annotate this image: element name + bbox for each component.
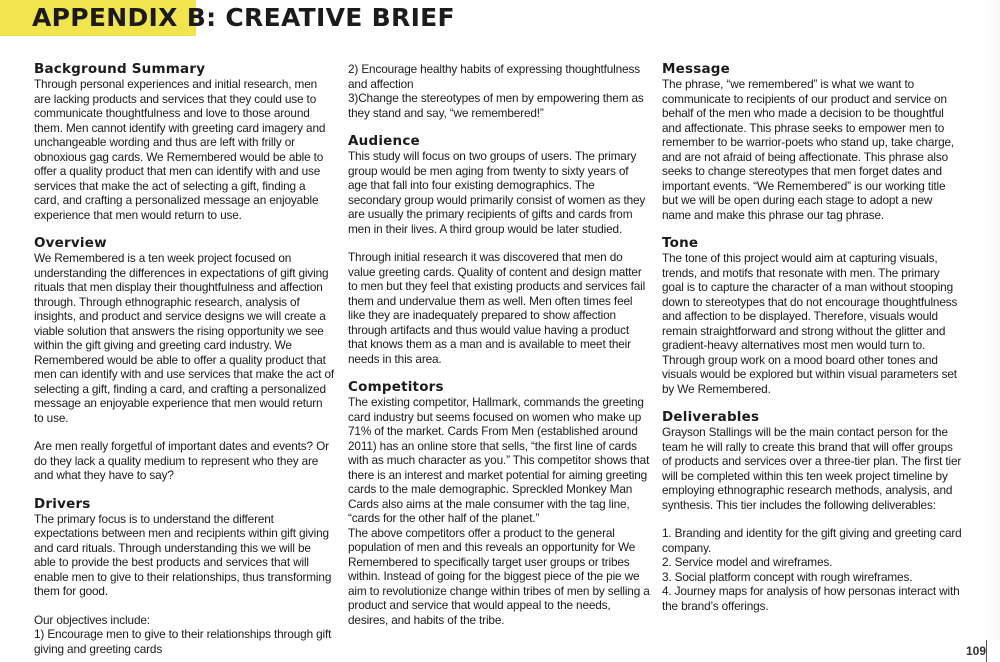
- competitors-text: The existing competitor, Hallmark, commands the greeting card industry but seems focused on women who make up 71% of the market. Cards From Men (established around 2011) has an online store that sells, “the first line of cards with as much character as you.” This competitor shows that there is an interest and market potential for aiming greeting cards to the male demographic. Spreckled Monkey Man Cards also aims at the male consumer with the tag line, “cards for the other half of the planet.”: [348, 395, 650, 525]
- competitors-text-2: The above competitors offer a product to the general population of men and this reveals an opportunity for We Remembered to specifically target user groups or tribes within. Instead of going for the biggest piece of the pie we aim to revolutionize change within tribes of men by selling a product and service that would appeal to the needs, desires, and habits of the tribe.: [348, 525, 650, 627]
- message-text: The phrase, “we remembered” is what we want to communicate to recipients of our product and service on behalf of the men who made a decision to be thoughtful and affectionate. This phrase seeks to empower men to remember to be warrior-poets who stand up, take charge, and are not afraid of being affectionate. This phrase also seeks to change stereotypes that men forget dates and important events. “We Remembered” is our working title but we will be open during each stage to adopt a new name and make this phrase our tag phrase.: [662, 77, 955, 222]
- background-summary-heading: Background Summary: [34, 61, 206, 77]
- background-summary-text: Through personal experiences and initial research, men are lacking products and services that they could use to communicate thoughtfulness and love to those around them. Men cannot identify with greeting card imagery and unchangeable wording and thus are left with frilly or obnoxious gag cards. We Remembered would be able to offer a quality product that men can identify with and use services that make the act of selecting a gift, finding a card, and crafting a personalized message an enjoyable experience that men would return to use.: [34, 77, 326, 222]
- deliverables-text: Grayson Stallings will be the main contact person for the team he will rally to create this brand that will offer groups of products and services over a three-tier plan. The first tier will be completed within this ten week project timeline by employing ethnographic research methods, analysis, and synthesis. This tier includes the following deliverables:: [662, 425, 962, 512]
- overview-heading: Overview: [34, 235, 107, 251]
- page-title: [32, 4, 455, 32]
- objective-item-2: 2) Encourage healthy habits of expressing thoughtfulness and affection: [348, 62, 640, 91]
- audience-text-2: Through initial research it was discovered that men do value greeting cards. Quality of content and design matter to men but they feel that existing products and services fail them and undervalue them as well. Men often times feel like they are inadequately prepared to show affection through artifacts and thus would value having a product that knows them as a man and is available to meet their needs in this area.: [348, 250, 646, 366]
- audience-text: This study will focus on two groups of users. The primary group would be men aging from twenty to sixty years of age that fall into four existing demographics. The secondary group would primarily consist of women as they are usually the primary recipients of gifts and cards from men in their lives. A third group would be later studied.: [348, 149, 646, 236]
- tone-heading: Tone: [662, 235, 699, 251]
- deliverables-heading: Deliverables: [662, 409, 760, 425]
- deliverable-item-2: 2. Service model and wireframes.: [662, 555, 833, 569]
- page-number-divider: [986, 640, 987, 662]
- drivers-heading: Drivers: [34, 495, 91, 512]
- middle-column: [348, 62, 650, 627]
- deliverable-item-1: 1. Branding and identity for the gift giving and greeting card company.: [662, 526, 962, 555]
- overview-question: Are men really forgetful of important dates and events? Or do they lack a quality medium to represent who they are and what they have to say?: [34, 439, 329, 482]
- right-column: [662, 62, 964, 613]
- page-number: 109: [966, 644, 987, 658]
- competitors-heading: Competitors: [348, 379, 444, 395]
- deliverable-item-3: 3. Social platform concept with rough wireframes.: [662, 569, 913, 584]
- objective-item-3: 3)Change the stereotypes of men by empowering them as they stand and say, “we remembered!”: [348, 91, 644, 120]
- tone-text: The tone of this project would aim at capturing visuals, trends, and motifs that resonate with men. The primary goal is to capture the character of a man without stooping down to stereotypes that do not encourage thoughtfulness and affection to be displayed. Therefore, visuals would remain straightforward and strong without the glitter and gradient-heavy alternatives most men would turn to. Through group work on a mood board other tones and visuals would be explored but within visual parameters set by We Remembered.: [662, 251, 958, 396]
- page-edge: [986, 0, 1000, 640]
- message-heading: Message: [662, 61, 730, 77]
- audience-heading: Audience: [348, 133, 420, 149]
- overview-text: We Remembered is a ten week project focused on understanding the differences in expectations of gift giving rituals that men display their thoughtfulness and affection through. Through ethnographic research, analysis of insights, and product and service designs we will create a viable solution that answers the rising opportunity we see within the gift giving and greeting card industry. We Remembered would be able to offer a quality product that men can identify with and use services that make the act of selecting a gift, finding a card, and crafting a personalized message an enjoyable experience that men would return to use.: [34, 251, 334, 425]
- objective-item-1: 1) Encourage men to give to their relationships through gift giving and greeting cards: [34, 627, 332, 656]
- page-title-rest: : CREATIVE BRIEF: [206, 3, 455, 32]
- drivers-text: The primary focus is to understand the different expectations between men and recipients within gift giving and card rituals. Through understanding this we will be able to provide the best products and services that will enable men to give to their relationships, thus transforming them for good.: [34, 511, 332, 598]
- objectives-intro: Our objectives include:: [34, 612, 150, 627]
- left-column: [34, 62, 334, 656]
- page-title-accent: APPENDIX B: [32, 3, 207, 32]
- deliverable-item-4: 4. Journey maps for analysis of how personas interact with the brand’s offerings.: [662, 584, 960, 613]
